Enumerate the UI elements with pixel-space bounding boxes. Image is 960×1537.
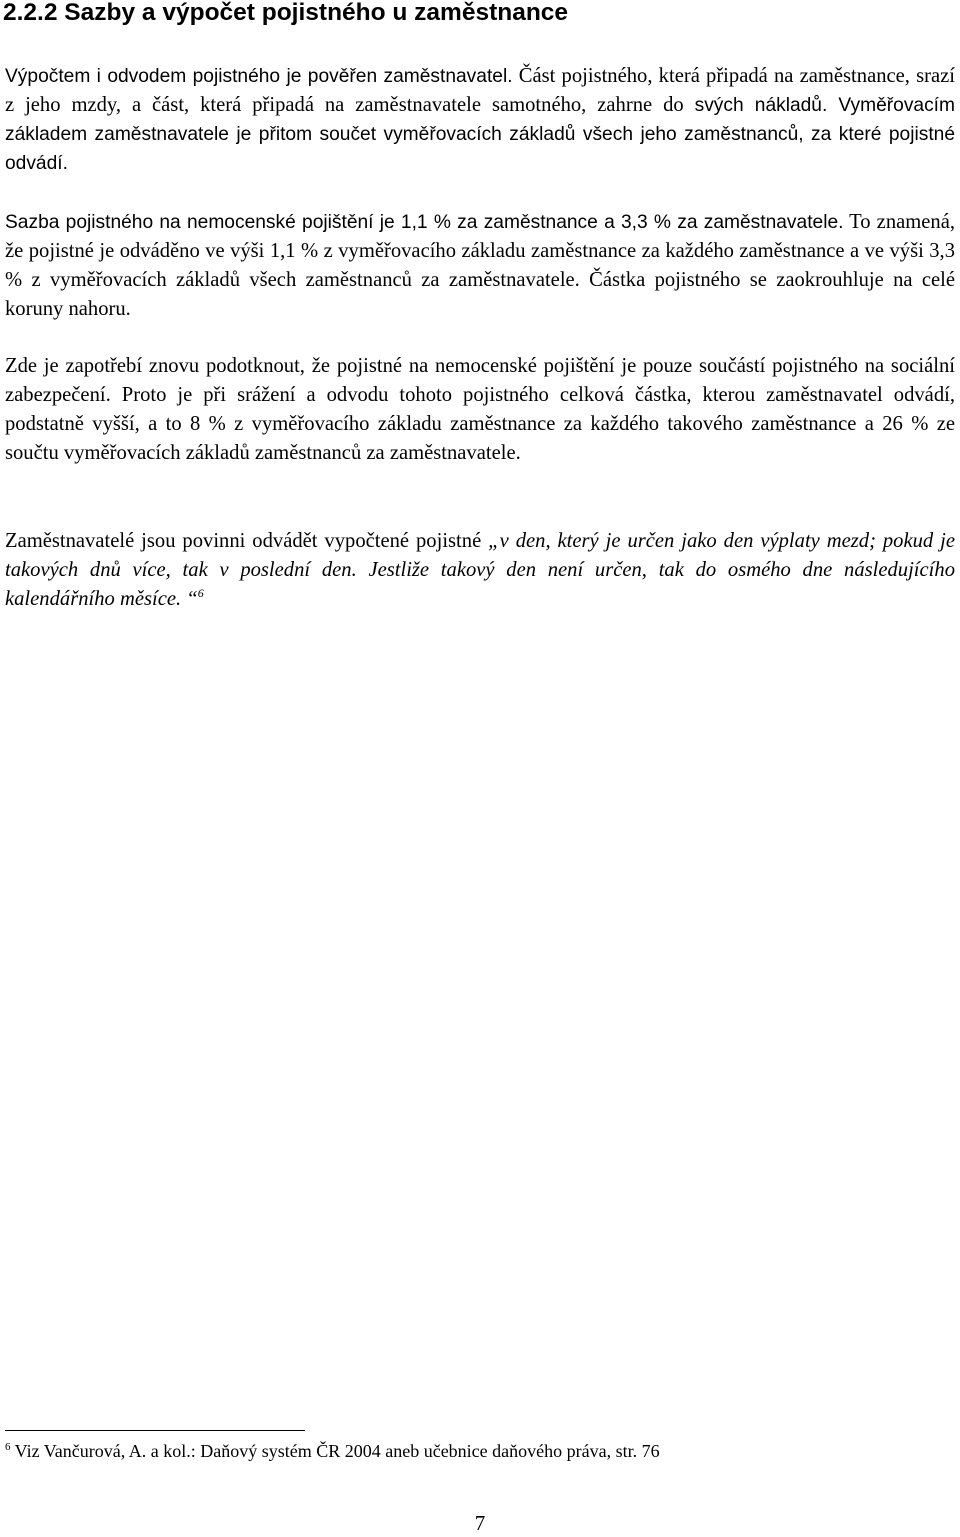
footnote-separator	[5, 1430, 305, 1431]
paragraph-text: Část pojistného, která připadá na zaměstnance, srazí z jeho mzdy, a část, která připadá na zaměstnavatele samotného, zahrne do	[5, 65, 955, 116]
footnote-text: Viz Vančurová, A. a kol.: Daňový systém ČR 2004 aneb učebnice daňového práva, str. 76	[10, 1441, 660, 1461]
legal-quote: „v den, který je určen jako den výplaty mezd; pokud je takových dnů více, tak v poslední den. Jestliže takový den není určen, tak do osmého dne následujícího kalendářního měsíce. “	[5, 530, 956, 610]
footnote	[5, 1438, 945, 1464]
paragraph-text-sans: Sazba pojistného na nemocenské pojištění je 1,1 % za zaměstnance a 3,3 % za zaměstnavatele.	[5, 212, 844, 233]
paragraph-rates	[5, 208, 955, 324]
paragraph-employer-duty	[5, 62, 955, 178]
paragraph-payment-deadline	[5, 527, 955, 614]
paragraph-text: To znamená, že pojistné je odváděno ve výši 1,1 % z vyměřovacího základu zaměstnance za každého zaměstnance a ve výši 3,3 % z vyměřovacích základů všech zaměstnanců za zaměstnavatele. Částka pojistného se zaokrouhluje na celé koruny nahoru.	[5, 211, 955, 320]
footnote-number: 6	[5, 1441, 11, 1453]
paragraph-social-security: Zde je zapotřebí znovu podotknout, že pojistné na nemocenské pojištění je pouze součástí pojistného na sociální zabezpečení. Proto je při srážení a odvodu tohoto pojistného celková částka, kterou zaměstnavatel odvádí, podstatně vyšší, a to 8 % z vyměřovacího základu zaměstnance za každého takového zaměstnance a 26 % ze součtu vyměřovacích základů zaměstnanců za zaměstnavatele.	[5, 355, 955, 464]
section-heading: 2.2.2 Sazby a výpočet pojistného u zaměstnance	[3, 0, 569, 26]
paragraph-text-sans: svých nákladů. Vyměřovacím základem zaměstnavatele je přitom součet vyměřovacích základů všech jeho zaměstnanců, za které pojistné odvádí.	[5, 95, 955, 174]
footnote-reference[interactable]: 6	[197, 586, 204, 601]
paragraph-text-sans: Výpočtem i odvodem pojistného je pověřen zaměstnavatel.	[5, 66, 513, 87]
page-number: 7	[474, 1511, 486, 1535]
paragraph-text: Zaměstnavatelé jsou povinni odvádět vypočtené pojistné	[5, 530, 489, 552]
